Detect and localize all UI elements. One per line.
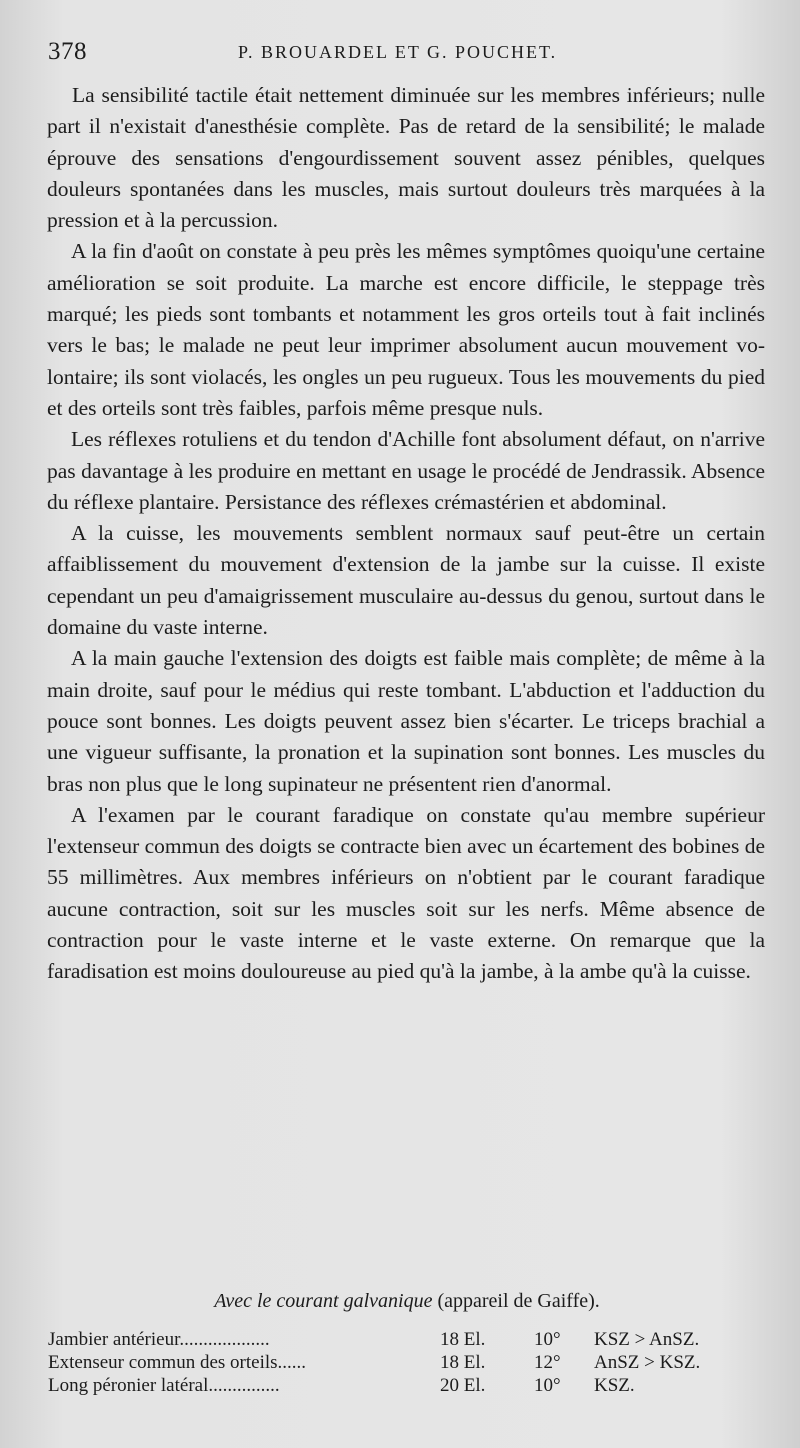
page-header: [48, 38, 768, 68]
running-head: P. BROUARDEL ET G. POUCHET.: [238, 42, 558, 62]
elements-cell: 18 El.: [440, 1329, 486, 1350]
paragraph: A la main gauche l'extension des doigts est faible mais complète; de même à la main droite, sauf pour le médius qui reste tombant. L'abduction et l'adduction du pouce sont bonnes. Les doigts peuvent assez bien s'écarter. Le triceps brachial a une vigueur suffisante, la pronation et la supination sont bonnes. Les muscles du bras non plus que le long supinateur ne présentent rien d'anormal.: [47, 646, 765, 796]
elements-cell: 18 El.: [440, 1352, 486, 1373]
formula-cell: KSZ.: [594, 1375, 635, 1396]
table-row: [48, 1374, 766, 1397]
galvanic-measurements-table: [48, 1328, 766, 1397]
body-text: [47, 80, 765, 988]
muscle-cell: Extenseur commun des orteils......: [48, 1352, 307, 1373]
table-caption: [48, 1290, 766, 1313]
elements-cell: 20 El.: [440, 1375, 486, 1396]
paragraph: La sensibilité tactile était nettement diminuée sur les membres inférieurs; nulle part il n'existait d'anesthésie complète. Pas de retard de la sensibilité; le malade éprouve des sensations d'engourdissement souvent assez pénibles, quelques douleurs spontanées dans les muscles, mais surtout douleurs très marquées à la pression et à la percussion.: [47, 83, 765, 233]
degree-cell: 12°: [534, 1352, 561, 1373]
formula-cell: KSZ > AnSZ.: [594, 1329, 700, 1350]
formula-cell: AnSZ > KSZ.: [594, 1352, 701, 1373]
caption-rest: (appareil de Gaiffe).: [432, 1290, 600, 1312]
degree-cell: 10°: [534, 1329, 561, 1350]
paragraph: A l'examen par le courant faradique on constate qu'au membre supérieur l'extenseur commun des doigts se contracte bien avec un écartement des bobines de 55 millimètres. Aux membres inférieurs on n'obtient par le courant faradique aucune contraction, soit sur les muscles soit sur les nerfs. Même absence de contraction pour le vaste interne et le vaste externe. On remarque que la faradisation est moins douloureuse au pied qu'à la jambe, à la ambe qu'à la cuisse.: [47, 802, 765, 984]
degree-cell: 10°: [534, 1375, 561, 1396]
paragraph: A la cuisse, les mouvements semblent normaux sauf peut-être un certain affaiblissement du mouvement d'extension de la jambe sur la cuisse. Il existe cependant un peu d'amaigrissement musculaire au-dessus du genou, surtout dans le domaine du vaste interne.: [47, 521, 765, 640]
muscle-cell: Long péronier latéral...............: [48, 1375, 280, 1396]
paragraph: A la fin d'août on constate à peu près les mêmes symptômes quoiqu'une certaine amélioration se soit produite. La marche est encore difficile, le steppage très marqué; les pieds sont tombants et notamment les gros orteils tout à fait inclinés vers le bas; le malade ne peut leur imprimer absolument aucun mouvement volontaire; ils sont violacés, les ongles un peu rugueux. Tous les mouvements du pied et des orteils sont très faibles, parfois même presque nuls.: [47, 239, 765, 420]
table-row: [48, 1351, 766, 1374]
table-row: [48, 1328, 766, 1351]
paragraph: Les réflexes rotuliens et du tendon d'Achille font absolument défaut, on n'arrive pas davantage à les produire en mettant en usage le procédé de Jendrassik. Absence du réflexe plantaire. Persistance des réflexes crémastérien et abdominal.: [47, 427, 765, 514]
caption-italic: Avec le courant galvanique: [214, 1290, 433, 1312]
page-number: 378: [48, 38, 87, 65]
muscle-cell: Jambier antérieur...................: [48, 1329, 270, 1350]
